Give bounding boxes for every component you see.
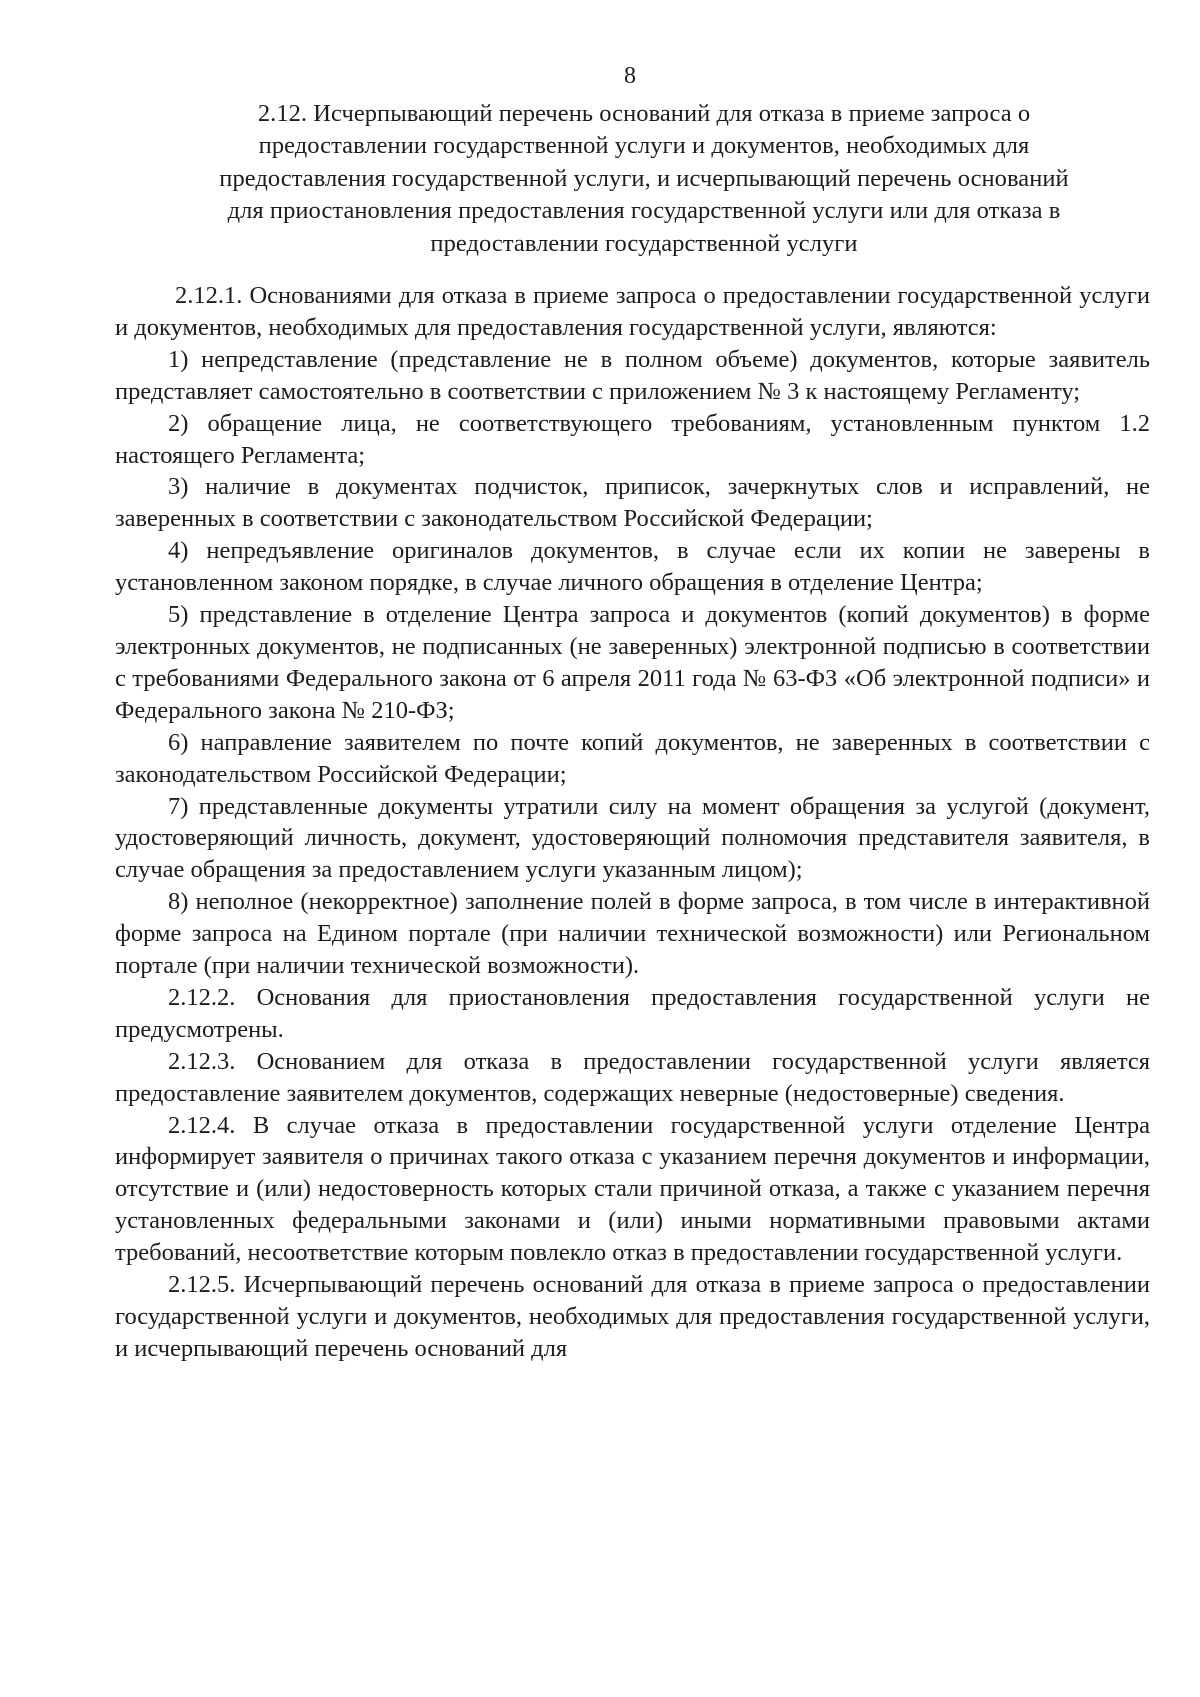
list-item-7: 7) представленные документы утратили силу на момент обращения за услугой (документ, удостоверяющий личность, документ, удостоверяющий полномочия представителя заявителя, в случае обращения за предоставлением услуги указанным лицом); (115, 792, 1150, 884)
paragraph-2-12-1: 2.12.1. Основаниями для отказа в приеме запроса о предоставлении государственной услуги и документов, необходимых для предоставления государственной услуги, являются: (115, 282, 1150, 341)
list-item-1: 1) непредставление (представление не в полном объеме) документов, которые заявитель представляет самостоятельно в соответствии с приложением № 3 к настоящему Регламенту; (115, 345, 1150, 405)
section-heading: 2.12. Исчерпывающий перечень оснований для отказа в приеме запроса о предоставлении государственной услуги и документов, необходимых для предоставления государственной услуги, и исчерпывающий перечень оснований для приостановления предоставления государственной услуги или для отказа в предоставлении государственной услуги (219, 100, 1069, 257)
list-item-2: 2) обращение лица, не соответствующего требованиям, установленным пунктом 1.2 настоящего Регламента; (115, 409, 1150, 469)
list-item-3: 3) наличие в документах подчисток, приписок, зачеркнутых слов и исправлений, не заверенных в соответствии с законодательством Российской Федерации; (115, 473, 1150, 533)
list-item-6: 6) направление заявителем по почте копий документов, не заверенных в соответствии с законодательством Российской Федерации; (115, 728, 1150, 788)
paragraph-2-12-2: 2.12.2. Основания для приостановления предоставления государственной услуги не предусмотрены. (115, 983, 1150, 1043)
list-item-5: 5) представление в отделение Центра запроса и документов (копий документов) в форме электронных документов, не подписанных (не заверенных) электронной подписью в соответствии с требованиями Федерального закона от 6 апреля 2011 года № 63-ФЗ «Об электронной подписи» и Федерального закона № 210-ФЗ; (115, 601, 1150, 724)
paragraph-2-12-5: 2.12.5. Исчерпывающий перечень оснований для отказа в приеме запроса о предоставлении государственной услуги и документов, необходимых для предоставления государственной услуги, и исчерпывающий перечень оснований для (115, 1271, 1150, 1362)
list-item-8: 8) неполное (некорректное) заполнение полей в форме запроса, в том числе в интерактивной форме запроса на Едином портале (при наличии технической возможности) или Региональном портале (при наличии технической возможности). (115, 888, 1150, 980)
paragraph-2-12-4: 2.12.4. В случае отказа в предоставлении государственной услуги отделение Центра информирует заявителя о причинах такого отказа с указанием перечня документов и информации, отсутствие и (или) недостоверность которых стали причиной отказа, а также с указанием перечня установленных федеральными законами и (или) иными нормативными правовыми актами требований, несоответствие которым повлекло отказ в предоставлении государственной услуги. (115, 1111, 1150, 1267)
page-number: 8 (624, 63, 636, 89)
list-item-4: 4) непредъявление оригиналов документов, в случае если их копии не заверены в установленном законом порядке, в случае личного обращения в отделение Центра; (115, 537, 1150, 597)
section-body (115, 280, 1150, 1365)
paragraph-2-12-3: 2.12.3. Основанием для отказа в предоставлении государственной услуги является предоставление заявителем документов, содержащих неверные (недостоверные) сведения. (115, 1047, 1150, 1107)
